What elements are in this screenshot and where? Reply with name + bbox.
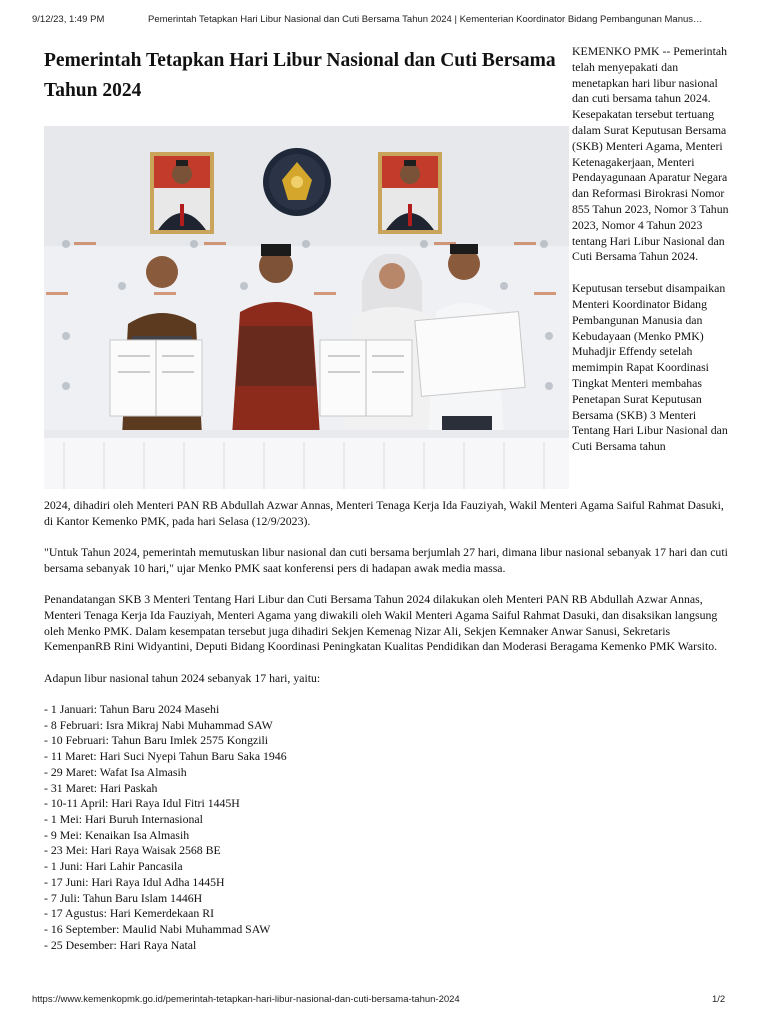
- holiday-item: - 8 Februari: Isra Mikraj Nabi Muhammad SAW: [44, 717, 273, 732]
- print-header: [0, 14, 768, 28]
- article-body: [44, 498, 734, 953]
- holiday-item: - 17 Juni: Hari Raya Idul Adha 1445H: [44, 874, 225, 889]
- page-number: 1/2: [712, 994, 726, 1005]
- holiday-item: - 7 Juli: Tahun Baru Islam 1446H: [44, 890, 203, 905]
- signing-paragraph: Penandatangan SKB 3 Menteri Tentang Hari Libur dan Cuti Bersama Tahun 2024 dilakukan oleh Menteri PAN RB Abdullah Azwar Annas, Menteri Tenaga Kerja Ida Fauziyah, Menteri Agama yang diwakili oleh Wakil Menteri Agama Saiful Rahmat Dasuki, dan disaksikan langsung oleh Menko PMK. Dalam kesempatan tersebut juga dihadiri Sekjen Kemenag Nizar Ali, Sekjen Kemnaker Anwar Sanusi, Sekretaris KemenpanRB Rini Widyantini, Deputi Bidang Koordinasi Peningkatan Kualitas Pendidikan dan Moderasi Beragama Kemenko PMK Warsito.: [44, 592, 718, 654]
- decision-paragraph: Keputusan tersebut disampaikan Menteri Koordinator Bidang Pembangunan Manusia dan Kebudayaan (Menko PMK) Muhadjir Effendy setelah memimpin Rapat Koordinasi Tingkat Menteri membahas Penetapan Surat Keputusan Bersama (SKB) 3 Menteri Tentang Hari Libur Nasional dan Cuti Bersama tahun: [572, 281, 728, 454]
- holiday-item: - 29 Maret: Wafat Isa Almasih: [44, 764, 187, 779]
- holiday-item: - 10-11 April: Hari Raya Idul Fitri 1445H: [44, 796, 240, 811]
- article-lead-column: [572, 44, 732, 471]
- print-page-title: Pemerintah Tetapkan Hari Libur Nasional dan Cuti Bersama Tahun 2024 | Kementerian Koordinator Bidang Pembangunan Manus…: [148, 14, 703, 25]
- quote-paragraph: "Untuk Tahun 2024, pemerintah memutuskan libur nasional dan cuti bersama berjumlah 27 hari, dimana libur nasional sebanyak 17 hari dan cuti bersama sebanyak 10 hari," ujar Menko PMK saat konferensi pers di hadapan awak media massa.: [44, 545, 728, 575]
- holiday-item: - 1 Januari: Tahun Baru 2024 Masehi: [44, 702, 220, 717]
- print-footer: [0, 994, 768, 1008]
- lead-paragraph: KEMENKO PMK -- Pemerintah telah menyepakati dan menetapkan hari libur nasional dan cuti bersama tahun 2024. Kesepakatan tersebut tertuang dalam Surat Keputusan Bersama (SKB) Menteri Agama, Menteri Ketenagakerjaan, Menteri Pendayagunaan Aparatur Negara dan Reformasi Birokrasi Nomor 855 Tahun 2023, Nomor 3 Tahun 2023, Nomor 4 Tahun 2023 tentang Hari Libur Nasional dan Cuti Bersama Tahun 2024.: [572, 44, 729, 264]
- holiday-item: - 9 Mei: Kenaikan Isa Almasih: [44, 827, 190, 842]
- holiday-list-intro: Adapun libur nasional tahun 2024 sebanyak 17 hari, yaitu:: [44, 670, 321, 685]
- page-url: https://www.kemenkopmk.go.id/pemerintah-tetapkan-hari-libur-nasional-dan-cuti-bersama-tahun-2024: [32, 994, 460, 1005]
- press-conference-photo-icon: [44, 126, 569, 489]
- holiday-item: - 23 Mei: Hari Raya Waisak 2568 BE: [44, 843, 221, 858]
- holiday-item: - 1 Juni: Hari Lahir Pancasila: [44, 859, 183, 874]
- holiday-item: - 11 Maret: Hari Suci Nyepi Tahun Baru Saka 1946: [44, 749, 287, 764]
- holiday-item: - 31 Maret: Hari Paskah: [44, 780, 158, 795]
- article-headline: Pemerintah Tetapkan Hari Libur Nasional dan Cuti Bersama Tahun 2024: [44, 50, 556, 101]
- holiday-item: - 1 Mei: Hari Buruh Internasional: [44, 812, 203, 826]
- article-photo: [44, 126, 569, 489]
- holiday-item: - 16 September: Maulid Nabi Muhammad SAW: [44, 921, 271, 936]
- holiday-item: - 17 Agustus: Hari Kemerdekaan RI: [44, 906, 215, 921]
- print-datetime: 9/12/23, 1:49 PM: [32, 14, 105, 25]
- continuation-paragraph: 2024, dihadiri oleh Menteri PAN RB Abdullah Azwar Annas, Menteri Tenaga Kerja Ida Fauziyah, Wakil Menteri Agama Saiful Rahmat Dasuki, di Kantor Kemenko PMK, pada hari Selasa (12/9/2023).: [44, 498, 724, 528]
- holiday-list: [44, 702, 734, 953]
- holiday-item: - 25 Desember: Hari Raya Natal: [44, 937, 197, 952]
- holiday-item: - 10 Februari: Tahun Baru Imlek 2575 Kongzili: [44, 733, 269, 748]
